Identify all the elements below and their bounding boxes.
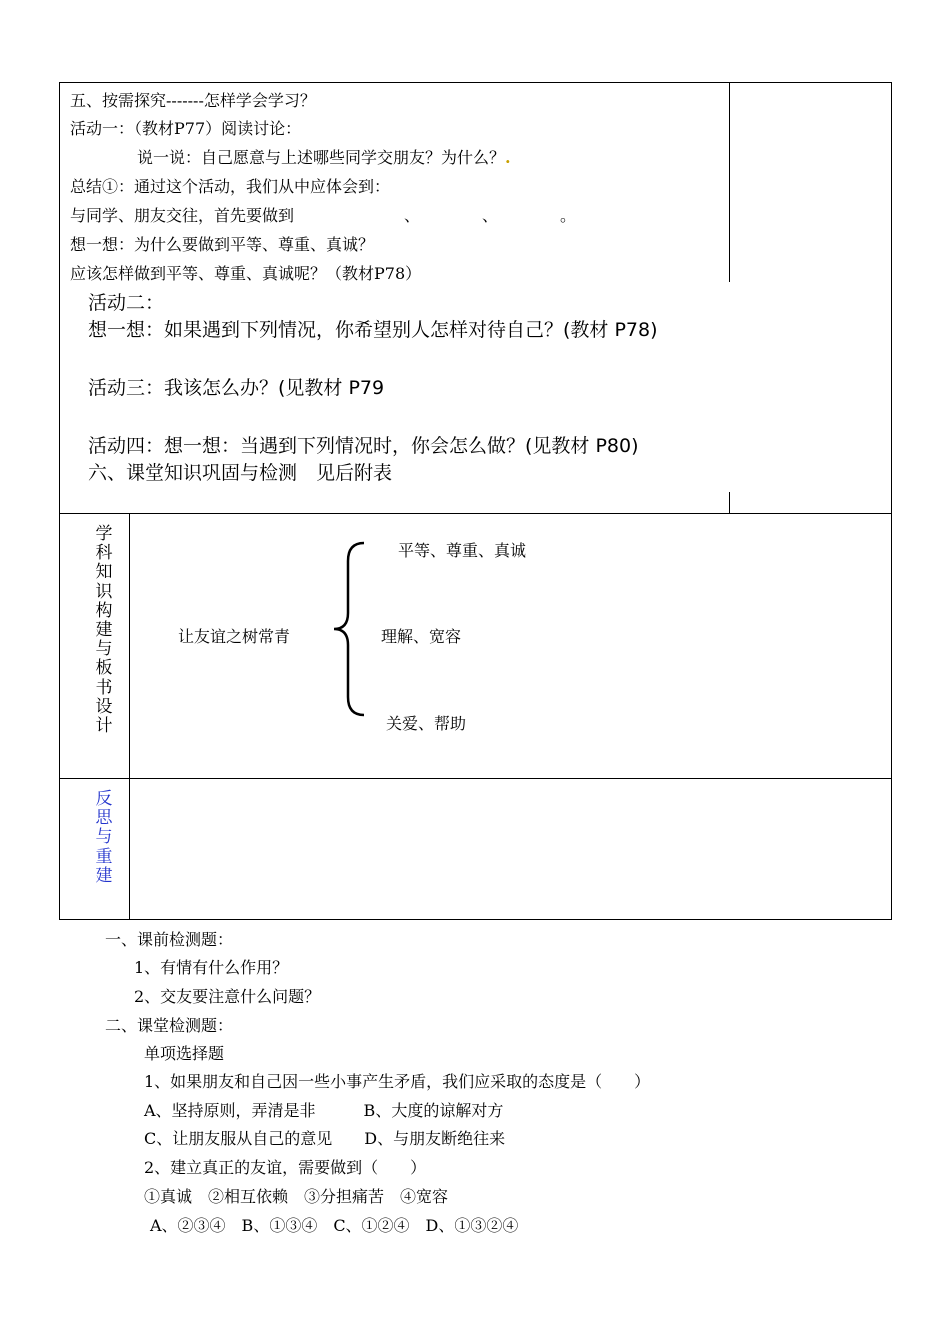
fill-separator-2: 、	[482, 206, 499, 225]
board-root-text: 让友谊之树常青	[178, 627, 291, 646]
say-text: 说一说：自己愿意与上述哪些同学交朋友？为什么？	[137, 148, 506, 167]
question-type: 单项选择题	[144, 1044, 225, 1063]
question-1-options-cd: C、让朋友服从自己的意见 D、与朋友断绝往来	[144, 1129, 506, 1148]
pre-question-1: 1、有情有什么作用？	[134, 958, 289, 977]
row1-divider	[59, 513, 892, 514]
inner-vertical-line-bottom	[729, 492, 730, 513]
board-design-label: 学科知识构建与板书设计	[95, 524, 113, 737]
curly-brace-icon	[330, 541, 370, 717]
activity1-line: 活动一：（教材P77）阅读讨论：	[70, 119, 302, 138]
activity3-line: 活动三：我该怎么办？(见教材 P79	[88, 377, 385, 399]
question-2: 2、建立真正的友谊，需要做到（ ）	[144, 1158, 427, 1177]
board-branch-3: 关爱、帮助	[386, 714, 467, 733]
reflection-label: 反思与重建	[95, 789, 113, 886]
activity4-line: 活动四：想一想：当遇到下列情况时，你会怎么做？(见教材 P80)	[88, 435, 639, 457]
table-bottom-border	[59, 919, 892, 920]
activity2-think: 想一想：如果遇到下列情况，你希望别人怎样对待自己？(教材 P78)	[88, 319, 658, 341]
board-branch-1: 平等、尊重、真诚	[398, 541, 527, 560]
label-column-divider	[129, 513, 130, 919]
question-2-items: ①真诚 ②相互依赖 ③分担痛苦 ④宽容	[144, 1187, 449, 1206]
say-dot: .	[505, 148, 511, 167]
pre-question-2: 2、交友要注意什么问题？	[134, 987, 321, 1006]
summary1-line: 总结①：通过这个活动，我们从中应体会到：	[70, 177, 391, 196]
board-branch-2: 理解、宽容	[381, 627, 462, 646]
fill-line: 与同学、朋友交往，首先要做到	[70, 206, 295, 225]
think-line: 想一想：为什么要做到平等、尊重、真诚？	[70, 235, 375, 254]
question-1: 1、如果朋友和自己因一些小事产生矛盾，我们应采取的态度是（ ）	[144, 1072, 651, 1091]
pre-class-heading: 一、课前检测题：	[105, 930, 234, 949]
row2-divider	[59, 778, 892, 779]
question-2-options: A、②③④ B、①③④ C、①②④ D、①③②④	[150, 1216, 519, 1235]
table-right-border	[891, 82, 892, 920]
fill-separator-1: 、	[404, 206, 421, 225]
fill-end: 。	[560, 206, 577, 225]
inner-vertical-line-top	[729, 82, 730, 282]
question-1-options-ab: A、坚持原则，弄清是非 B、大度的谅解对方	[144, 1101, 504, 1120]
in-class-heading: 二、课堂检测题：	[105, 1016, 234, 1035]
table-left-border	[59, 82, 60, 920]
section6-line: 六、课堂知识巩固与检测 见后附表	[88, 462, 393, 484]
section5-heading: 五、按需探究-------怎样学会学习？	[70, 91, 316, 110]
table-top-border	[59, 82, 892, 83]
activity2-heading: 活动二：	[88, 292, 165, 314]
say-line	[137, 145, 511, 168]
how-line: 应该怎样做到平等、尊重、真诚呢？（教材P78）	[70, 264, 422, 283]
